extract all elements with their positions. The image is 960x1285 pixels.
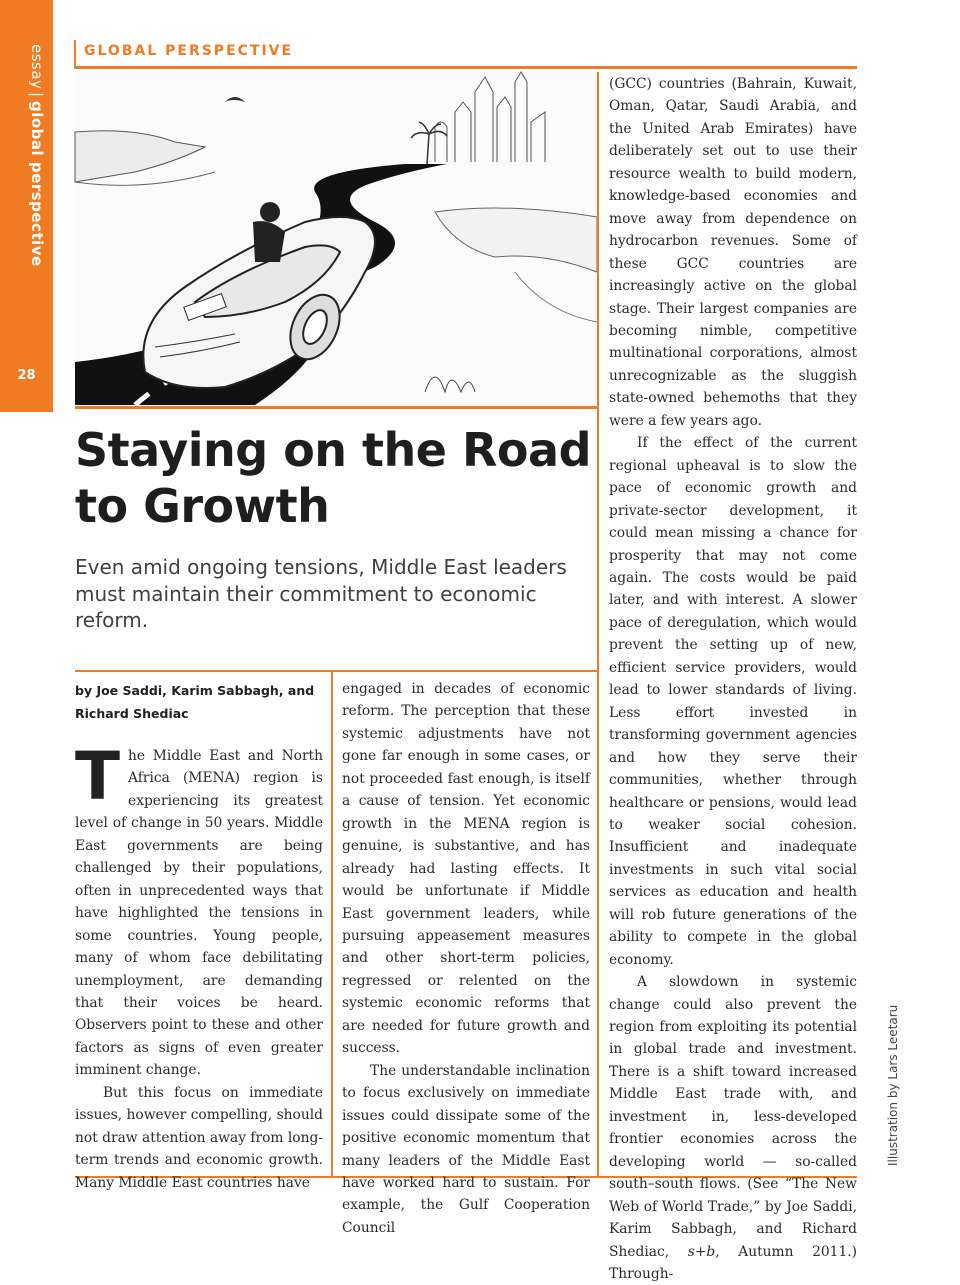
paragraph-text: Autumn 2011.) Through- [609,1243,857,1283]
illustration-car-road [75,72,597,405]
sidebar-label-essay: essay [28,44,46,90]
article-column-2 [342,678,590,1239]
paragraph: (GCC) countries (Bahrain, Kuwait, Oman, Qatar, Saudi Arabia, and the United Arab Emirates) have deliberately set out to use their resource wealth to build modern, knowledge-based economies and move away from dependence on hydrocarbon revenues. Some of these GCC countries are increasingly active on the global stage. Their largest companies are becoming nimble, competitive multinational corporations, almost unrecognizable as the sluggish state-owned behemoths that they were a few years ago. [609,76,857,429]
sidebar-label-global-perspective: global perspective [28,101,46,267]
article-title: Staying on the Road to Growth [75,423,591,533]
sidebar-section-label [6,44,46,267]
paragraph [609,971,857,1285]
paragraph: If the effect of the current regional upheaval is to slow the pace of economic growth and private-sector development, it could mean missing a chance for prosperity that may not come again. The costs would be paid later, and with interest. A slower pace of deregulation, which would prevent the setting up of new, efficient service providers, would lead to lower standards of living. Less effort invested in transforming government agencies and how they serve their communities, whether through healthcare or pensions, would lead to weaker social cohesion. Insufficient and inadequate investments in such vital social services as education and health will rob future generations of the ability to compete in the global economy. [609,435,857,968]
column-divider-2 [597,72,599,1178]
header-rule [74,66,857,69]
paragraph-text: he Middle East and North Africa (MENA) region is experiencing its greatest level of change in 50 years. Middle East governments are being challenged by their populations, often in unprecedented ways that have highlighted the tensions in some countries. Young people, many of whom face debilitating unemployment, are demanding that their voices be heard. Observers point to these and other factors as signs of even greater imminent change. [75,748,323,1079]
sidebar-tab [0,0,53,412]
illustration-rule [75,406,599,409]
drop-cap: T [75,738,121,815]
paragraph [75,738,323,1082]
column-divider-1 [331,670,333,1178]
section-header: GLOBAL PERSPECTIVE [74,40,293,68]
byline-rule [75,670,599,672]
illustration-credit: Illustration by Lars Leetaru [886,1004,900,1166]
illustration [75,72,597,405]
article-subtitle: Even amid ongoing tensions, Middle East leaders must maintain their commitment to economic reform. [75,555,567,632]
paragraph: The understandable inclination to focus exclusively on immediate issues could dissipate some of the positive economic momentum that many leaders of the Middle East have worked hard to sustain. For example, the Gulf Cooperation Council [342,1062,590,1236]
publication-name: s+b, [687,1243,720,1260]
paragraph: engaged in decades of economic reform. The perception that these systemic adjustments have not gone far enough in some cases, or not proceeded fast enough, is itself a cause of tension. Yet economic growth in the MENA region is genuine, is substantive, and has already had lasting effects. It would be unfortunate if Middle East government leaders, while pursuing appeasement measures and other short-term policies, regressed or relented on the systemic economic reforms that are needed for future growth and success. [342,681,590,1057]
article-column-1 [75,738,323,1194]
page-number: 28 [17,368,36,383]
byline: by Joe Saddi, Karim Sabbagh, and Richard Shediac [75,683,315,721]
paragraph: But this focus on immediate issues, however compelling, should not draw attention away from long-term trends and economic growth. Many Middle East countries have [75,1084,323,1191]
paragraph-text: A slowdown in systemic change could also prevent the region from exploiting its potential in global trade and investment. There is a shift toward increased Middle East trade with, and investment in, less-developed frontier economies across the developing world — so-called south–south flows. (See “The New Web of World Trade,” by Joe Saddi, Karim Sabbagh, and Richard Shediac, [609,974,857,1260]
sidebar-label-separator: | [28,92,46,98]
article-column-3 [609,73,857,1285]
